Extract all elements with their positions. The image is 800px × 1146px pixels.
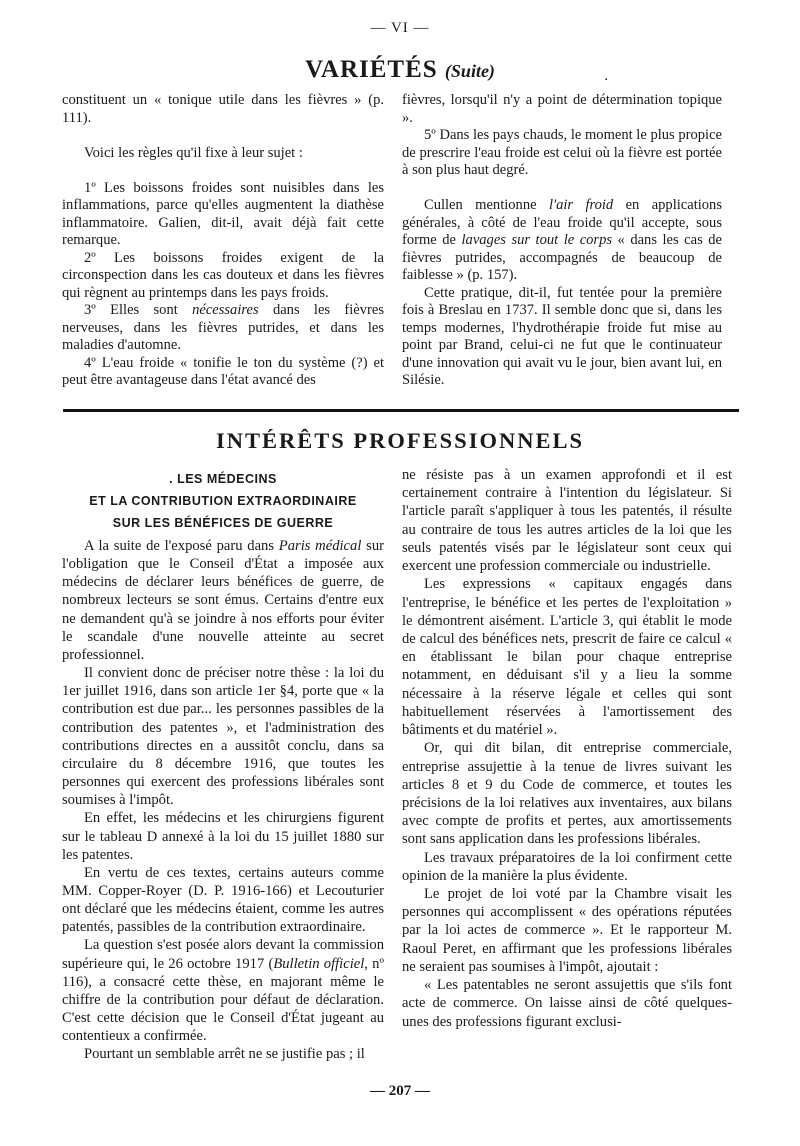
emphasis: Paris médical [278, 538, 362, 554]
emphasis: Bulletin officiel [273, 955, 365, 972]
paragraph: En effet, les médecins et les chirurgiens figurent sur le tableau D annexé à la loi du 15 juillet 1880 sur les patentes. [62, 810, 384, 863]
paragraph: 2º Les boissons froides exigent de la circonspection dans les cas douteux et dans les fièvres qui règnent au printemps dans les pays froids. [62, 249, 384, 301]
paragraph: Or, qui dit bilan, dit entreprise commerciale, entreprise assujettie à la tenue de livres suivant les articles 8 et 9 du Code de commerce, et toutes les précisions de la loi relatives aux inventaires, aux bilans avec compte de profits et pertes, aux amortissements sont sans application dans les professions libérales. [402, 740, 732, 848]
paragraph: fièvres, lorsqu'il n'y a point de détermination topique ». [402, 92, 722, 126]
paragraph: « Les patentables ne seront assujettis que s'ils font acte de commerce. On laisse ainsi de côté quelques-unes des professions figurant exclusi- [402, 977, 732, 1030]
paragraph [62, 302, 384, 355]
section-title-interets: INTÉRÊTS PROFESSIONNELS [216, 428, 584, 453]
page-number: — 207 — [370, 1083, 430, 1099]
varietes-left-column [62, 92, 384, 390]
emphasis: l'air froid [548, 197, 614, 213]
paragraph: Pourtant un semblable arrêt ne se justifie pas ; il [84, 1046, 365, 1063]
paragraph [62, 936, 384, 1045]
text-run: , nº 116), a consacré cette thèse, en majorant même le chiffre de la contribution pour défaut de déclaration. C'est cette décision que le Conseil d'État jugeant au contentieux a confirmée. [62, 955, 384, 1045]
running-head: — VI — [370, 20, 430, 36]
section-divider [63, 409, 739, 412]
paragraph: ne résiste pas à un examen approfondi et il est certainement contraire à l'intention du législateur. Si l'article paraît s'appliquer à tous les patentés, il résulte au contraire de tous les autres articles de la loi que les seuls patentés visés par le législateur sont ceux qui exercent une profession commerciale ou industrielle. [402, 467, 732, 575]
text-run: sur l'obligation que le Conseil d'État a imposée aux médecins de déclarer leurs bénéfices de guerre, de nombreux lecteurs se sont émus. Certains d'entre eux ne demandent qu'à se joindre à nos efforts pour éviter le scandale d'une nouvelle atteinte au secret professionnel. [62, 538, 384, 663]
paragraph [402, 197, 722, 285]
varietes-suite-text: (Suite) [444, 61, 495, 81]
emphasis: lavages sur tout le corps [461, 232, 613, 248]
text-run: A la suite de l'exposé paru dans [84, 538, 275, 554]
varietes-title-text: VARIÉTÉS [305, 56, 438, 83]
paragraph [62, 537, 384, 664]
text-run: en applications générales, à côté de l'eau froide qu'il accepte, sous forme de [402, 197, 722, 248]
interets-right-column [402, 466, 732, 1031]
section-title-varietes [0, 56, 800, 84]
paragraph: Cette pratique, dit-il, fut tentée pour la première fois à Breslau en 1737. Il semble donc que si, dans les temps modernes, l'hydrothérapie froide fut mise au point par Brand, celui-ci ne fut que le continuateur d'une innovation qui avait vu le jour, bien avant lui, en Silésie. [402, 284, 722, 388]
article-subheading [62, 468, 384, 534]
text-run: Cullen mentionne [424, 197, 537, 213]
subheading-line: ET LA CONTRIBUTION EXTRAORDINAIRE [89, 494, 357, 508]
paragraph: Les travaux préparatoires de la loi confirment cette opinion de la manière la plus évidente. [402, 849, 732, 884]
paragraph: Le projet de loi voté par la Chambre visait les personnes qui accomplissent « des opérations réputées par la loi actes de commerce ». Et le rapporteur M. Raoul Peret, en affirmant que les professions libérales ne seraient pas soumises à l'impôt, ajoutait : [402, 886, 732, 975]
interets-left-column [62, 537, 384, 1064]
emphasis: nécessaires [192, 302, 259, 318]
paragraph: Il convient donc de préciser notre thèse : la loi du 1er juillet 1916, dans son article 1er §4, porte que « la contribution est due par... les personnes passibles de la contribution des patentes », et l'administration des contributions directes en a aussitôt conclu, dans sa circulaire du 8 décembre 1916, que toutes les personnes qui exercent des professions libérales sont soumises à l'impôt. [62, 665, 384, 809]
paragraph: 1º Les boissons froides sont nuisibles dans les inflammations, parce qu'elles augmentent la diathèse inflammatoire. Galien, dit-il, avait déjà fait cette remarque. [62, 179, 384, 248]
paragraph: 5º Dans les pays chauds, le moment le plus propice de prescrire l'eau froide est celui où la fièvre est portée à son plus haut degré. [402, 127, 722, 178]
paragraph: 4º L'eau froide « tonifie le ton du système (?) et peut être avantageuse dans l'état avancé des [62, 354, 384, 388]
text-run: La question s'est posée alors devant la commission supérieure qui, le 26 octobre 1917 ( [62, 937, 384, 972]
varietes-right-column [402, 92, 722, 390]
paragraph: En vertu de ces textes, certains auteurs comme MM. Copper-Royer (D. P. 1916-166) et Lecouturier ont déclaré que les médecins étaient, comme les autres patentés, passibles de la contribution extraordinaire. [62, 864, 384, 936]
paragraph: constituent un « tonique utile dans les fièvres » (p. 111). [62, 92, 384, 126]
stray-dot: . [604, 68, 609, 84]
text-run: dans les fièvres nerveuses, dans les fièvres putrides, et dans les maladies d'automne. [62, 302, 384, 353]
text-run: « dans les cas de fièvres putrides, accompagnés de beaucoup de faiblesse » (p. 157). [402, 232, 722, 283]
subheading-line: SUR LES BÉNÉFICES DE GUERRE [112, 516, 334, 530]
text-run: 3º Elles sont [84, 302, 178, 318]
paragraph: Les expressions « capitaux engagés dans l'entreprise, le bénéfice et les pertes de l'exploitation » le démontrent aisément. L'article 3, qui établit le mode de calcul des bénéfices nets, prescrit de faire ce calcul « en établissant le bilan pour chaque entreprise notamment, en déduisant s'il y a lieu la somme nécessaire à la réserve légale et celles qui sont habituellement réservées à l'amortissement des bâtiments et du matériel ». [402, 576, 732, 739]
subheading-line: . LES MÉDECINS [169, 472, 277, 486]
paragraph: Voici les règles qu'il fixe à leur sujet : [84, 144, 303, 161]
